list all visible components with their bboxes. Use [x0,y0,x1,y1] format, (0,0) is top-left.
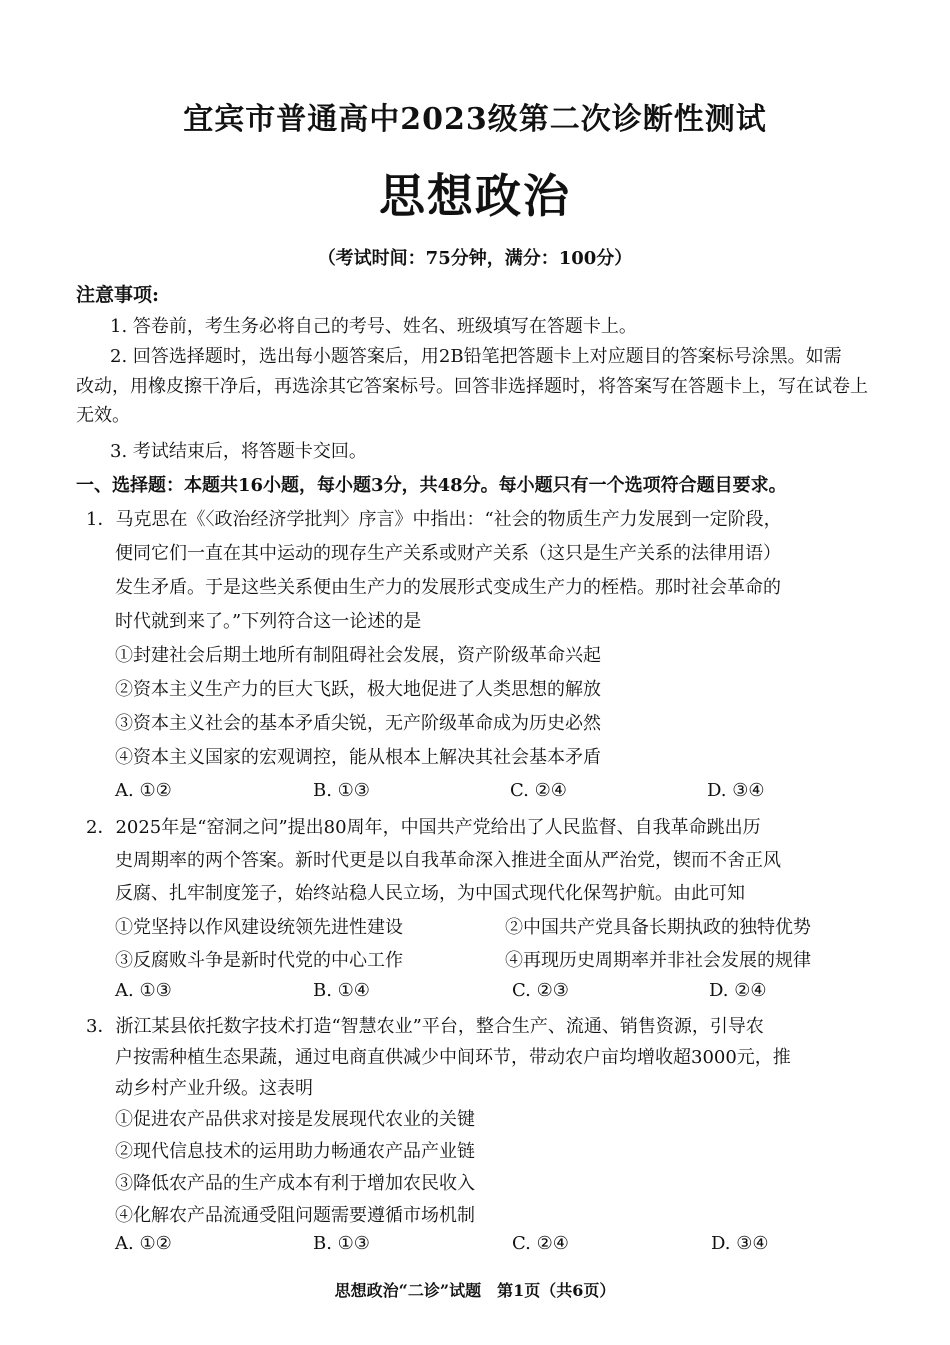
question-2-statement-2: ②中国共产党具备长期执政的独特优势 [505,917,811,938]
question-1-stem-line-3: 发生矛盾。于是这些关系便由生产力的发展形式变成生产力的桎梏。那时社会革命的 [115,577,781,598]
subject-title: 思想政治 [379,169,571,223]
question-2-option-d: D. ②④ [709,980,767,1001]
question-3-option-b: B. ①③ [313,1233,370,1254]
section-heading: 一、选择题：本题共16小题，每小题3分，共48分。每小题只有一个选项符合题目要求。 [76,475,787,496]
question-2-statement-1: ①党坚持以作风建设统领先进性建设 [115,917,403,938]
notice-item-2-line-2: 改动，用橡皮擦干净后，再选涂其它答案标号。回答非选择题时，将答案写在答题卡上，写在试卷上 [76,376,868,397]
question-2-option-b: B. ①④ [313,980,370,1001]
question-2-stem-line-3: 反腐、扎牢制度笼子，始终站稳人民立场，为中国式现代化保驾护航。由此可知 [115,883,745,904]
question-1-stem-line-2: 便同它们一直在其中运动的现存生产关系或财产关系（这只是生产关系的法律用语） [115,543,781,564]
notice-item-2-line-1: 2. 回答选择题时，选出每小题答案后，用2B铅笔把答题卡上对应题目的答案标号涂黑。如需 [110,346,842,367]
question-1-statement-2: ②资本主义生产力的巨大飞跃，极大地促进了人类思想的解放 [115,679,601,700]
question-3-statement-3: ③降低农产品的生产成本有利于增加农民收入 [115,1173,475,1194]
question-3-option-d: D. ③④ [711,1233,769,1254]
question-2-statement-3: ③反腐败斗争是新时代党的中心工作 [115,950,403,971]
page-footer: 思想政治“二诊”试题 第1页（共6页） [334,1281,616,1300]
notice-heading: 注意事项: [76,284,160,306]
question-1-stem-line-4: 时代就到来了。”下列符合这一论述的是 [115,611,422,632]
question-3-stem-line-3: 动乡村产业升级。这表明 [115,1078,313,1099]
exam-title: 宜宾市普通高中2023级第二次诊断性测试 [183,102,767,137]
question-1-option-a: A. ①② [115,780,172,801]
question-2-option-c: C. ②③ [512,980,569,1001]
exam-info: （考试时间：75分钟，满分：100分） [317,248,633,269]
question-3-stem-line-2: 户按需种植生态果蔬，通过电商直供减少中间环节，带动农户亩均增收超3000元，推 [115,1047,791,1068]
notice-item-2-line-3: 无效。 [76,405,130,426]
question-2-option-a: A. ①③ [115,980,172,1001]
question-2-statement-4: ④再现历史周期率并非社会发展的规律 [505,950,811,971]
question-3-statement-2: ②现代信息技术的运用助力畅通农产品产业链 [115,1141,475,1162]
question-1-option-d: D. ③④ [707,780,765,801]
notice-item-3: 3. 考试结束后，将答题卡交回。 [110,441,367,462]
question-1-option-b: B. ①③ [313,780,370,801]
question-2-stem-line-2: 史周期率的两个答案。新时代更是以自我革命深入推进全面从严治党，锲而不舍正风 [115,850,781,871]
question-1-stem-line-1: 1．马克思在《〈政治经济学批判〉序言》中指出：“社会的物质生产力发展到一定阶段， [86,509,782,530]
question-3-option-a: A. ①② [115,1233,172,1254]
question-2-stem-line-1: 2．2025年是“窑洞之问”提出80周年，中国共产党给出了人民监督、自我革命跳出历 [86,817,761,838]
question-1-statement-3: ③资本主义社会的基本矛盾尖锐，无产阶级革命成为历史必然 [115,713,601,734]
question-1-statement-1: ①封建社会后期土地所有制阻碍社会发展，资产阶级革命兴起 [115,645,601,666]
question-3-option-c: C. ②④ [512,1233,569,1254]
question-3-statement-1: ①促进农产品供求对接是发展现代农业的关键 [115,1109,475,1130]
notice-item-1: 1. 答卷前，考生务必将自己的考号、姓名、班级填写在答题卡上。 [110,316,637,337]
question-3-stem-line-1: 3．浙江某县依托数字技术打造“智慧农业”平台，整合生产、流通、销售资源，引导农 [86,1016,764,1037]
question-1-option-c: C. ②④ [510,780,567,801]
question-1-statement-4: ④资本主义国家的宏观调控，能从根本上解决其社会基本矛盾 [115,747,601,768]
question-3-statement-4: ④化解农产品流通受阻问题需要遵循市场机制 [115,1205,475,1226]
